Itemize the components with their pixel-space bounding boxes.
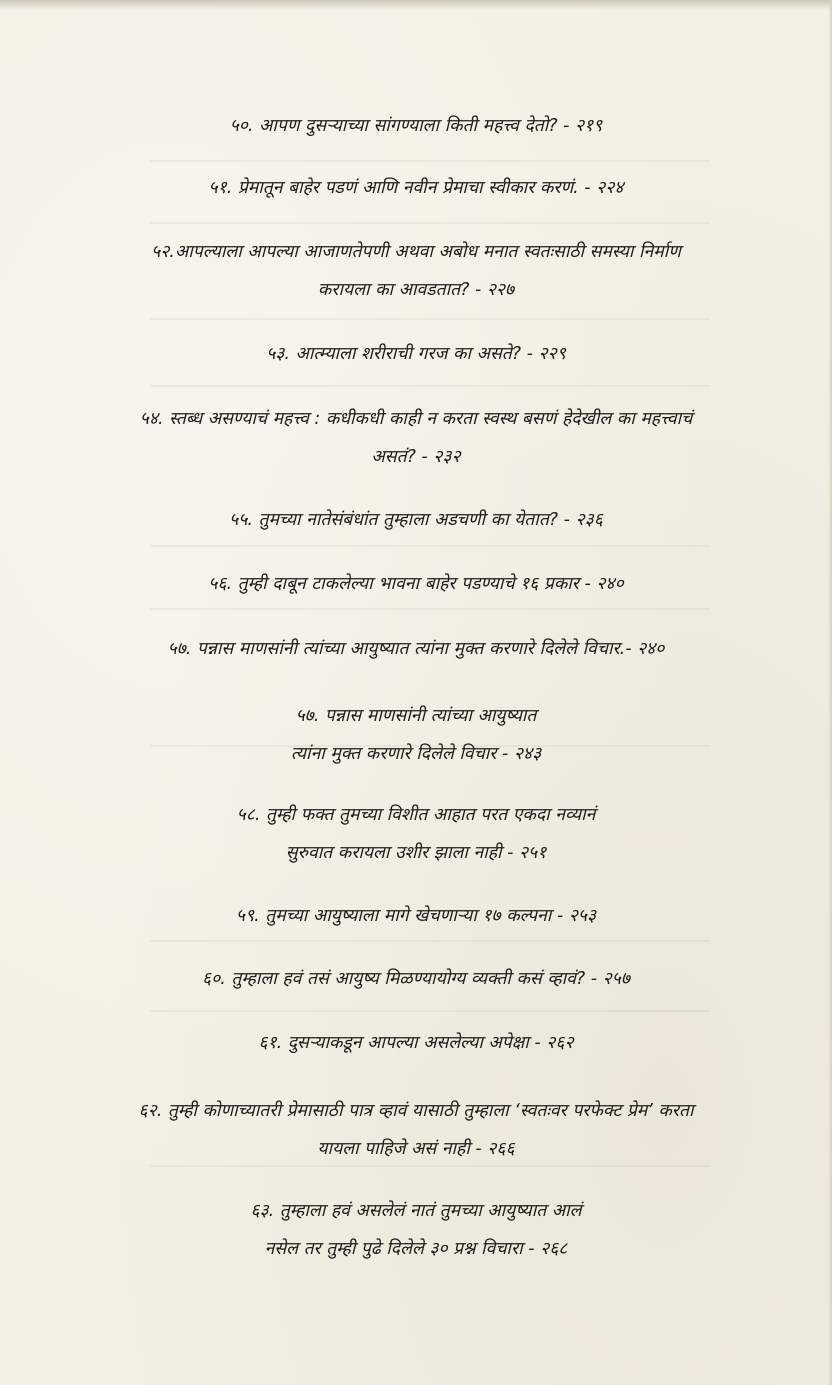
toc-entry-63 [60,1192,772,1268]
toc-entry-line: ५७. पन्नास माणसांनी त्यांच्या आयुष्यात [295,706,537,726]
toc-entry-50 [60,107,772,145]
toc-entry-58 [60,796,772,872]
toc-entry-line: ५७. पन्नास माणसांनी त्यांच्या आयुष्यात त्यांना मुक्त करणारे दिलेले विचार.- २४० [167,639,665,659]
toc-entry-line: ५९. तुमच्या आयुष्याला मागे खेचणाऱ्या १७ कल्पना - २५३ [235,906,597,926]
toc-entry-line: ५८. तुम्ही फक्त तुमच्या विशीत आहात परत एकदा नव्यानं [236,805,596,825]
show-through-line [150,222,710,224]
toc-entry-line: ५३. आत्म्याला शरीराची गरज का असते? - २२९ [266,344,566,364]
toc-entry-line: ५४. स्तब्ध असण्याचं महत्त्व : कधीकधी काही न करता स्वस्थ बसणं हेदेखील का महत्त्वाचं [139,409,693,429]
toc-entry-61 [60,1024,772,1062]
toc-entry-51 [60,169,772,207]
show-through-line [150,318,710,320]
toc-entry-line: सुरुवात करायला उशीर झाला नाही - २५१ [285,843,547,863]
toc-entry-line: ६०. तुम्हाला हवं तसं आयुष्य मिळण्यायोग्य व्यक्ती कसं व्हावं? - २५७ [202,969,630,989]
toc-entry-line: असतं? - २३२ [371,447,461,467]
toc-entry-57b [60,697,772,773]
show-through-line [150,608,710,610]
toc-entry-59 [60,897,772,935]
toc-entry-line: ६२. तुम्ही कोणाच्यातरी प्रेमासाठी पात्र व्हावं यासाठी तुम्हाला ‘स्वतःवर परफेक्ट प्रेम’ करता [138,1101,694,1121]
toc-entry-60 [60,960,772,998]
toc-entry-55 [60,501,772,539]
toc-entry-line: नसेल तर तुम्ही पुढे दिलेले ३० प्रश्न विचारा - २६८ [264,1239,568,1259]
toc-entry-56 [60,565,772,603]
toc-entry-line: ६१. दुसऱ्याकडून आपल्या असलेल्या अपेक्षा - २६२ [258,1033,574,1053]
toc-entry-line: ५१. प्रेमातून बाहेर पडणं आणि नवीन प्रेमाचा स्वीकार करणं. - २२४ [208,178,624,198]
toc-entry-line: ५२.आपल्याला आपल्या आजाणतेपणी अथवा अबोध मनात स्वतःसाठी समस्या निर्माण [151,242,681,262]
page-right-edge [828,0,832,1385]
toc-entry-54 [60,400,772,476]
toc-entry-62 [60,1092,772,1168]
toc-entry-line: ५६. तुम्ही दाबून टाकलेल्या भावना बाहेर पडण्याचे १६ प्रकार - २४० [208,574,624,594]
page-top-edge [0,0,832,10]
show-through-line [150,385,710,387]
toc-entry-line: त्यांना मुक्त करणारे दिलेले विचार - २४३ [290,744,542,764]
toc-entry-57a [60,630,772,668]
toc-entry-line: ५०. आपण दुसऱ्याच्या सांगण्याला किती महत्त्व देतो? - २१९ [229,116,603,136]
show-through-line [150,545,710,547]
toc-entry-53 [60,335,772,373]
show-through-line [150,160,710,162]
show-through-line [150,940,710,942]
toc-entry-line: यायला पाहिजे असं नाही - २६६ [317,1139,515,1159]
toc-entry-52 [60,233,772,309]
toc-entry-line: करायला का आवडतात? - २२७ [317,280,515,300]
toc-entry-line: ६३. तुम्हाला हवं असलेलं नातं तुमच्या आयुष्यात आलं [250,1201,582,1221]
show-through-line [150,1010,710,1012]
toc-entry-line: ५५. तुमच्या नातेसंबंधांत तुम्हाला अडचणी का येतात? - २३६ [229,510,603,530]
